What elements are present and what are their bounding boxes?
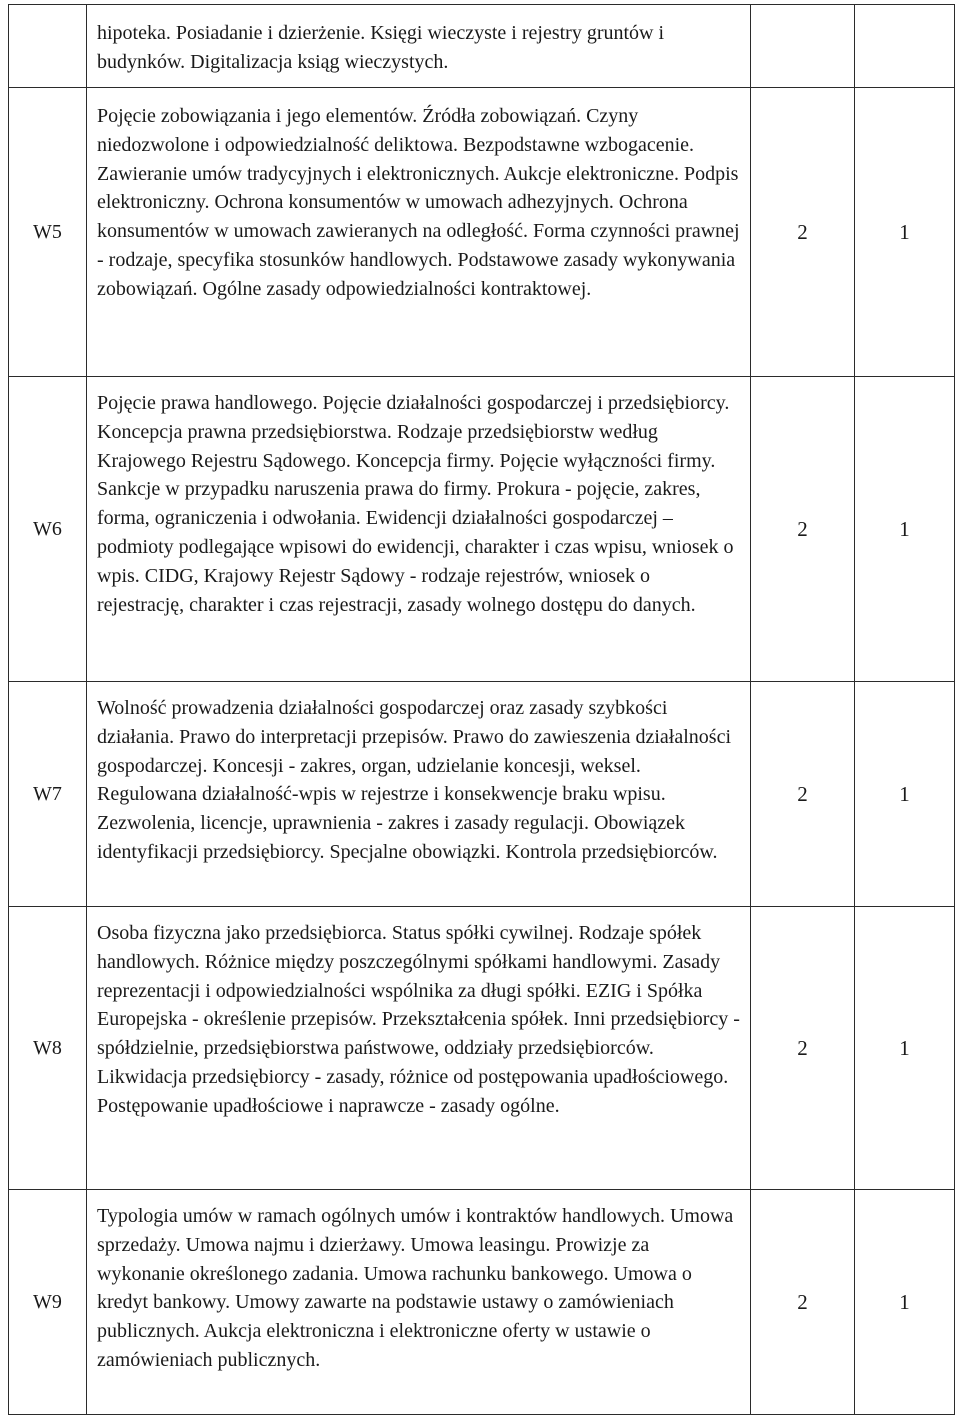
row-hours-cell-1: 2: [751, 88, 855, 377]
row-hours-cell-2: 1: [855, 377, 955, 682]
row-topic-cell: [87, 907, 751, 1190]
table-row: [9, 907, 955, 1190]
table-row: [9, 377, 955, 682]
row-hours-cell-2: 1: [855, 682, 955, 907]
row-topic-cell: [87, 5, 751, 88]
row-hours-cell-1: [751, 5, 855, 88]
row-topic-cell: [87, 682, 751, 907]
syllabus-table: [8, 4, 955, 1415]
row-hours-cell-1: 2: [751, 377, 855, 682]
row-code-cell: W6: [9, 377, 87, 682]
row-code-cell: [9, 5, 87, 88]
row-topic-cell: [87, 88, 751, 377]
row-hours-cell-1: 2: [751, 907, 855, 1190]
row-code-cell: W8: [9, 907, 87, 1190]
row-topic-text: Wolność prowadzenia działalności gospodarczej oraz zasady szybkości działania. Prawo do interpretacji przepisów. Prawo do zawieszenia działalności gospodarczej. Koncesji - zakres, organ, udzielanie koncesji, weksel. Regulowana działalność-wpis w rejestrze i konsekwencje braku wpisu. Zezwolenia, licencje, uprawnienia - zakres i zasady regulacji. Obowiązek identyfikacji przedsiębiorcy. Specjalne obowiązki. Kontrola przedsiębiorców.: [97, 697, 732, 863]
row-topic-cell: [87, 1190, 751, 1415]
row-hours-cell-2: [855, 5, 955, 88]
row-hours-cell-2: 1: [855, 1190, 955, 1415]
row-code-cell: W7: [9, 682, 87, 907]
row-topic-text: Osoba fizyczna jako przedsiębiorca. Status spółki cywilnej. Rodzaje spółek handlowych. Różnice między poszczególnymi spółkami handlowymi. Zasady reprezentacji i odpowiedzialności wspólnika za długi spółki. EZIG i Spółka Europejska - określenie przepisów. Przekształcenia spółek. Inni przedsiębiorcy - spółdzielnie, przedsiębiorstwa państwowe, oddziały przedsiębiorców. Likwidacja przedsiębiorcy - zasady, różnice od postępowania upadłościowego. Postępowanie upadłościowe i naprawcze - zasady ogólne.: [97, 922, 740, 1117]
table-row: [9, 1190, 955, 1415]
table-row: [9, 682, 955, 907]
row-hours-cell-2: 1: [855, 88, 955, 377]
row-hours-cell-1: 2: [751, 682, 855, 907]
row-code-cell: W5: [9, 88, 87, 377]
row-topic-cell: [87, 377, 751, 682]
row-code-cell: W9: [9, 1190, 87, 1415]
table-row: [9, 5, 955, 88]
row-topic-text: hipoteka. Posiadanie i dzierżenie. Księgi wieczyste i rejestry gruntów i budynków. Digitalizacja ksiąg wieczystych.: [97, 22, 665, 73]
row-topic-text: Pojęcie zobowiązania i jego elementów. Źródła zobowiązań. Czyny niedozwolone i odpowiedzialność deliktowa. Bezpodstawne wzbogacenie. Zawieranie umów tradycyjnych i elektronicznych. Aukcje elektroniczne. Podpis elektroniczny. Ochrona konsumentów w umowach adhezyjnych. Ochrona konsumentów w umowach zawieranych na odległość. Forma czynności prawnej - rodzaje, specyfika stosunków handlowych. Podstawowe zasady wykonywania zobowiązań. Ogólne zasady odpowiedzialności kontraktowej.: [97, 105, 740, 300]
row-hours-cell-1: 2: [751, 1190, 855, 1415]
row-hours-cell-2: 1: [855, 907, 955, 1190]
table-row: [9, 88, 955, 377]
row-topic-text: Typologia umów w ramach ogólnych umów i kontraktów handlowych. Umowa sprzedaży. Umowa najmu i dzierżawy. Umowa leasingu. Prowizje za wykonanie określonego zadania. Umowa rachunku bankowego. Umowa o kredyt bankowy. Umowy zawarte na podstawie ustawy o zamówieniach publicznych. Aukcja elektroniczna i elektroniczne oferty w ustawie o zamówieniach publicznych.: [97, 1205, 734, 1371]
row-topic-text: Pojęcie prawa handlowego. Pojęcie działalności gospodarczej i przedsiębiorcy. Koncepcja prawna przedsiębiorstwa. Rodzaje przedsiębiorstw według Krajowego Rejestru Sądowego. Koncepcja firmy. Pojęcie wyłączności firmy. Sankcje w przypadku naruszenia prawa do firmy. Prokura - pojęcie, zakres, forma, ograniczenia i odwołania. Ewidencji działalności gospodarczej – podmioty podlegające wpisowi do ewidencji, charakter i czas wpisu, wniosek o wpis. CIDG, Krajowy Rejestr Sądowy - rodzaje rejestrów, wniosek o rejestrację, charakter i czas rejestracji, zasady wolnego dostępu do danych.: [97, 392, 734, 616]
